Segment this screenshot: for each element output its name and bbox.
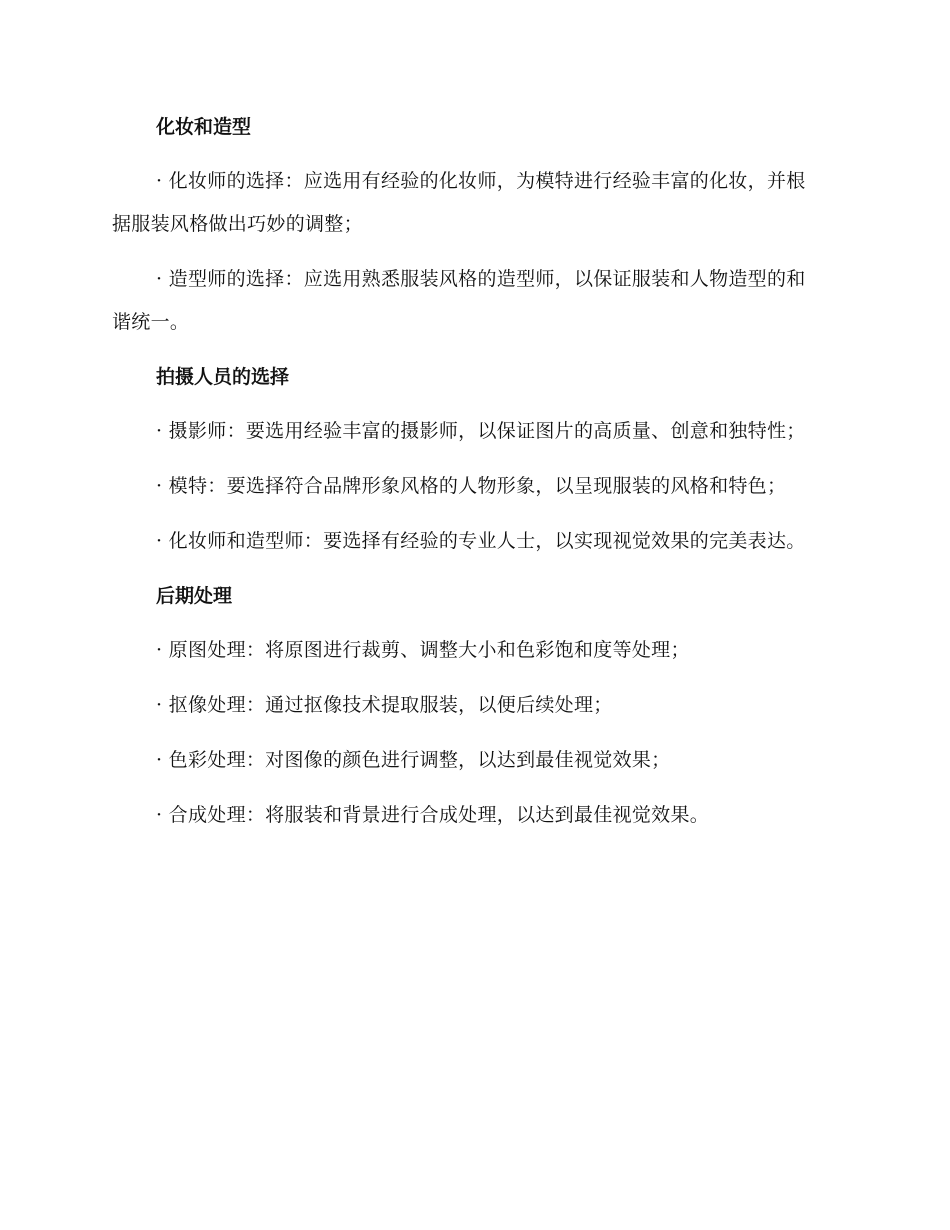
bullet-paragraph: · 合成处理：将服装和背景进行合成处理，以达到最佳视觉效果。 (156, 804, 710, 826)
section-post-processing (112, 575, 824, 837)
section-heading: 化妆和造型 (156, 116, 252, 138)
bullet-paragraph: · 原图处理：将原图进行裁剪、调整大小和色彩饱和度等处理； (156, 639, 690, 661)
section-shooting-staff (112, 356, 824, 563)
bullet-paragraph: · 化妆师的选择：应选用有经验的化妆师，为模特进行经验丰富的化妆，并根据服装风格做出巧妙的调整； (112, 170, 806, 235)
bullet-paragraph: · 模特：要选择符合品牌形象风格的人物形象，以呈现服装的风格和特色； (156, 475, 787, 497)
section-makeup-styling (112, 106, 824, 344)
bullet-paragraph: · 摄影师：要选用经验丰富的摄影师，以保证图片的高质量、创意和独特性； (156, 420, 806, 442)
bullet-paragraph: · 抠像处理：通过抠像技术提取服装，以便后续处理； (156, 694, 613, 716)
bullet-paragraph: · 色彩处理：对图像的颜色进行调整，以达到最佳视觉效果； (156, 749, 671, 771)
document-body (112, 106, 824, 849)
bullet-paragraph: · 造型师的选择：应选用熟悉服装风格的造型师，以保证服装和人物造型的和谐统一。 (112, 268, 806, 333)
section-heading: 拍摄人员的选择 (156, 366, 290, 388)
section-heading: 后期处理 (156, 585, 233, 607)
bullet-paragraph: · 化妆师和造型师：要选择有经验的专业人士，以实现视觉效果的完美表达。 (156, 530, 806, 552)
